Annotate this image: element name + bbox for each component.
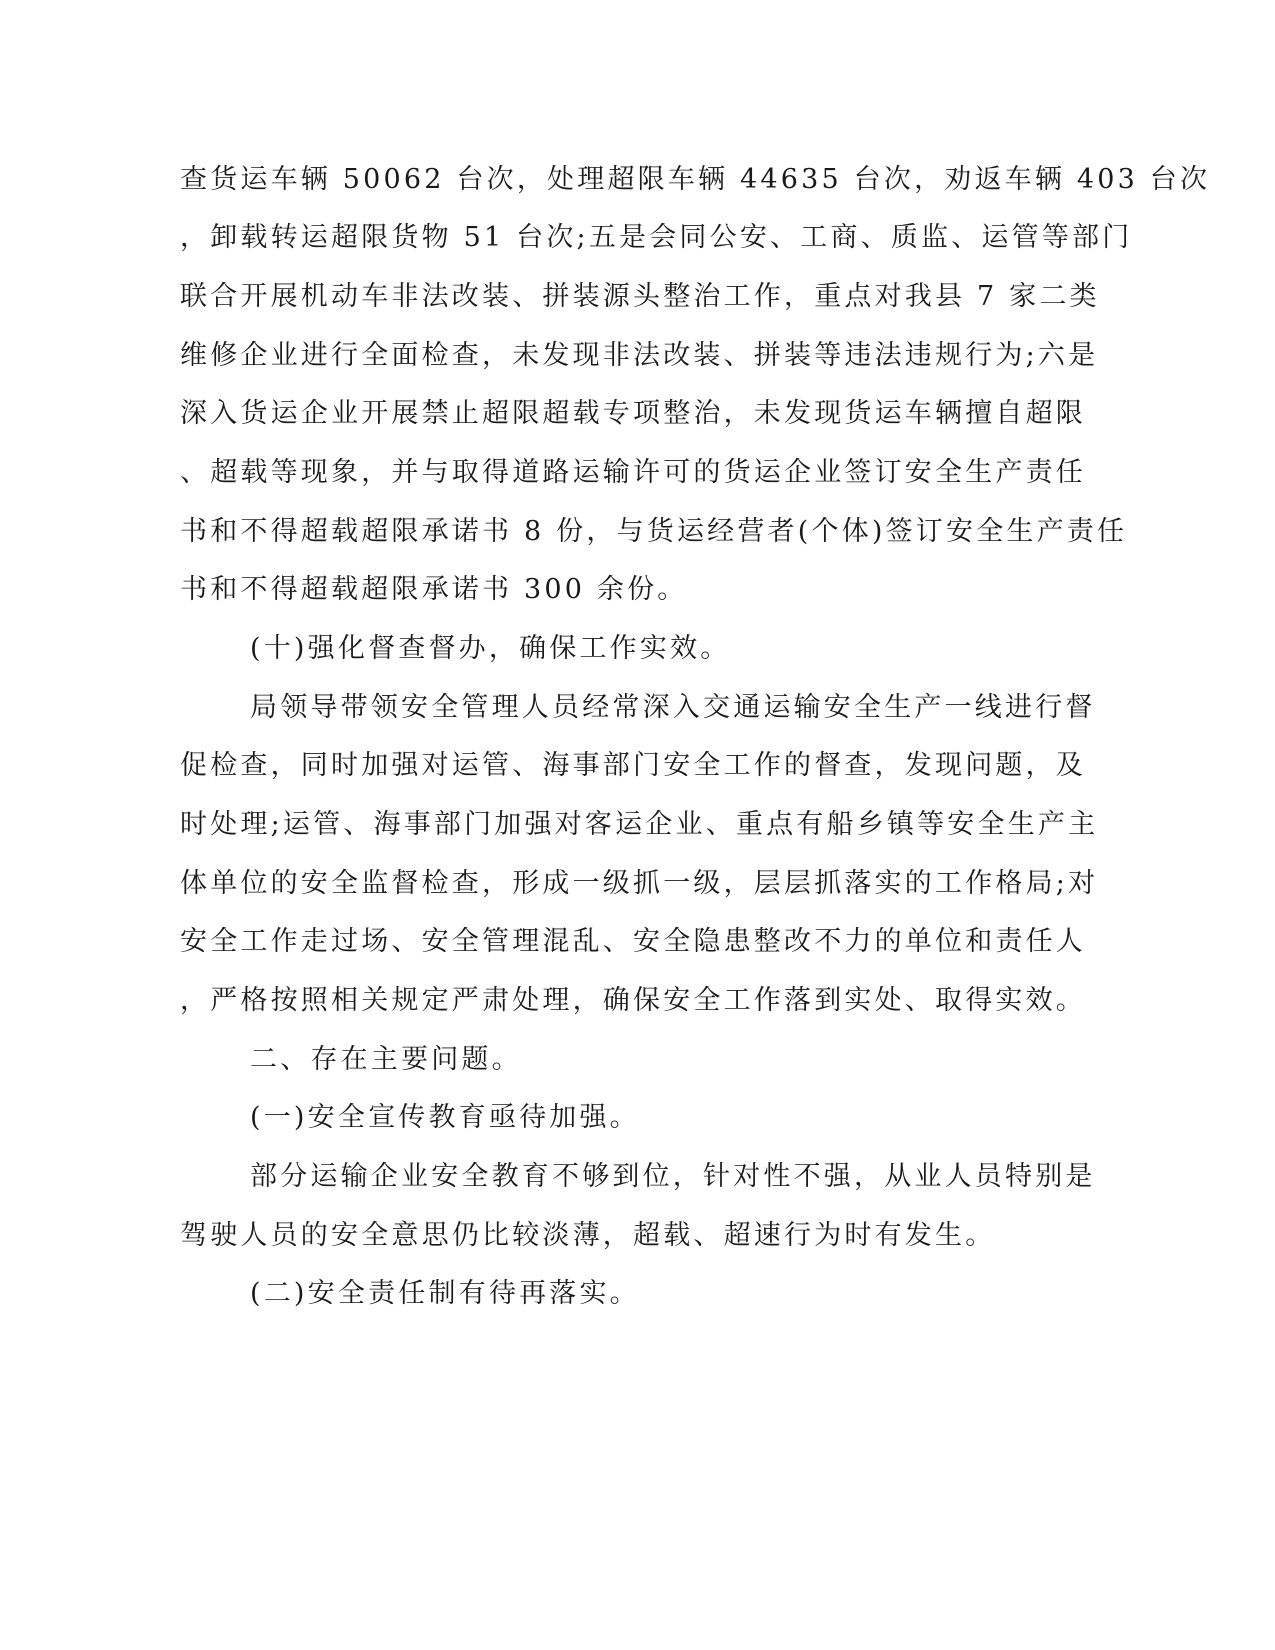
paragraph-start: 部分运输企业安全教育不够到位，针对性不强，从业人员特别是	[250, 1161, 1096, 1192]
text-line-19: 驾驶人员的安全意思仍比较淡薄，超载、超速行为时有发生。	[180, 1220, 996, 1251]
text-line-7: 书和不得超载超限承诺书 8 份，与货运经营者(个体)签订安全生产责任	[180, 516, 1128, 547]
text-line-4: 维修企业进行全面检查，未发现非法改装、拼装等违法违规行为;六是	[180, 340, 1099, 371]
text-line-6: 、超载等现象，并与取得道路运输许可的货运企业签订安全生产责任	[180, 457, 1086, 488]
text-line-15: ，严格按照相关规定严肃处理，确保安全工作落到实处、取得实效。	[180, 985, 1086, 1016]
subsection-heading-2: (二)安全责任制有待再落实。	[250, 1278, 640, 1309]
text-line-8: 书和不得超载超限承诺书 300 余份。	[180, 574, 688, 605]
text-line-1: 查货运车辆 50062 台次，处理超限车辆 44635 台次，劝返车辆 403 台次	[180, 164, 1211, 195]
paragraph-start: 局领导带领安全管理人员经常深入交通运输安全生产一线进行督	[250, 692, 1096, 723]
text-line-14: 安全工作走过场、安全管理混乱、安全隐患整改不力的单位和责任人	[180, 926, 1086, 957]
text-line-11: 促检查，同时加强对运管、海事部门安全工作的督查，发现问题，及	[180, 750, 1086, 781]
text-line-2: ，卸载转运超限货物 51 台次;五是会同公安、工商、质监、运管等部门	[180, 222, 1133, 253]
section-heading-2: 二、存在主要问题。	[250, 1044, 522, 1075]
text-line-13: 体单位的安全监督检查，形成一级抓一级，层层抓落实的工作格局;对	[180, 868, 1099, 899]
text-line-12: 时处理;运管、海事部门加强对客运企业、重点有船乡镇等安全生产主	[180, 809, 1099, 840]
text-line-5: 深入货运企业开展禁止超限超载专项整治，未发现货运车辆擅自超限	[180, 398, 1086, 429]
text-line-3: 联合开展机动车非法改装、拼装源头整治工作，重点对我县 7 家二类	[180, 281, 1100, 312]
subsection-heading-1: (一)安全宣传教育亟待加强。	[250, 1102, 640, 1133]
section-heading-10: (十)强化督查督办，确保工作实效。	[250, 633, 731, 664]
